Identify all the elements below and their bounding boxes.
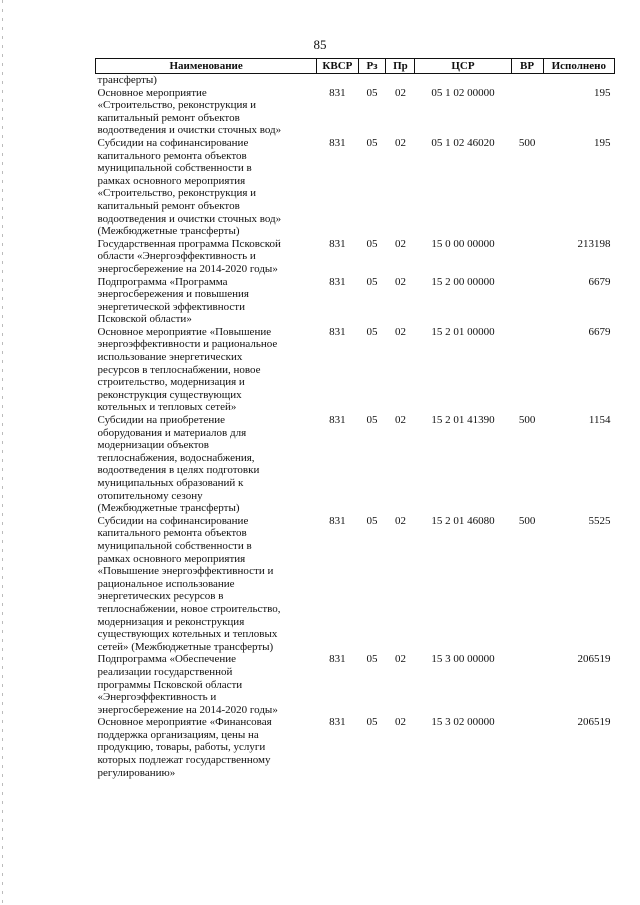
cell-kvsr: 831 bbox=[329, 414, 346, 427]
cell-name bbox=[96, 414, 317, 515]
cell-pr: 02 bbox=[394, 136, 406, 149]
name-line: рациональное использование bbox=[97, 577, 235, 590]
cell-name bbox=[96, 716, 317, 779]
cell-pr: 02 bbox=[394, 275, 406, 288]
name-line: капитального ремонта объектов bbox=[97, 149, 247, 162]
name-line: водоотведения и очистки сточных вод» bbox=[97, 212, 282, 225]
cell-rz: 05 bbox=[366, 237, 378, 250]
table-body bbox=[96, 74, 615, 780]
name-line: Государственная программа Псковской bbox=[97, 237, 281, 250]
cell-name bbox=[96, 276, 317, 326]
cell-done: 195 bbox=[594, 136, 611, 149]
cell-rz bbox=[358, 74, 386, 87]
cell-rz: 05 bbox=[366, 275, 378, 288]
cell-done: 195 bbox=[594, 86, 611, 99]
name-line: водоотведения в целях подготовки bbox=[97, 464, 260, 477]
name-line: области «Энергоэффективность и bbox=[97, 250, 256, 263]
page-number: 85 bbox=[313, 37, 327, 52]
cell-csr: 05 1 02 00000 bbox=[431, 86, 495, 99]
cell-kvsr: 831 bbox=[329, 514, 346, 527]
name-line: энергетической эффективности bbox=[97, 300, 245, 313]
cell-done: 6679 bbox=[588, 275, 611, 288]
cell-vr bbox=[511, 326, 543, 414]
name-line: модернизации объектов bbox=[97, 439, 209, 452]
name-line: которых подлежат государственному bbox=[97, 754, 271, 767]
cell-kvsr: 831 bbox=[329, 653, 346, 666]
name-line: Подпрограмма «Обеспечение bbox=[97, 653, 236, 666]
header-name: Наименование bbox=[96, 59, 317, 74]
cell-pr: 02 bbox=[394, 325, 406, 338]
name-line: модернизация и реконструкция bbox=[97, 615, 245, 628]
name-line: трансферты) bbox=[97, 74, 157, 86]
table-row bbox=[96, 137, 615, 238]
cell-done: 206519 bbox=[577, 653, 611, 666]
name-line: капитальный ремонт объектов bbox=[97, 199, 240, 212]
table-row bbox=[96, 515, 615, 654]
header-done: Исполнено bbox=[543, 59, 614, 74]
name-line: капитальный ремонт объектов bbox=[97, 111, 240, 124]
cell-csr: 15 2 01 41390 bbox=[431, 414, 495, 427]
cell-kvsr: 831 bbox=[329, 716, 346, 729]
name-line: «Строительство, реконструкция и bbox=[97, 99, 257, 112]
name-line: рамках основного мероприятия bbox=[97, 174, 246, 187]
name-line: продукцию, товары, работы, услуги bbox=[97, 741, 266, 754]
name-line: муниципальной собственности в bbox=[97, 539, 252, 552]
cell-done: 1154 bbox=[588, 414, 611, 427]
cell-csr: 15 3 00 00000 bbox=[431, 653, 495, 666]
name-line: сетей» (Межбюджетные трансферты) bbox=[97, 640, 274, 653]
cell-rz: 05 bbox=[366, 653, 378, 666]
cell-kvsr bbox=[317, 74, 358, 87]
cell-pr: 02 bbox=[394, 514, 406, 527]
cell-kvsr: 831 bbox=[329, 136, 346, 149]
table-row bbox=[96, 74, 615, 87]
cell-pr: 02 bbox=[394, 653, 406, 666]
header-pr: Пр bbox=[386, 59, 415, 74]
table-row bbox=[96, 276, 615, 326]
cell-kvsr: 831 bbox=[329, 275, 346, 288]
cell-name bbox=[96, 137, 317, 238]
name-line: энергосбережение на 2014-2020 годы» bbox=[97, 262, 278, 275]
cell-rz: 05 bbox=[366, 716, 378, 729]
name-line: (Межбюджетные трансферты) bbox=[97, 502, 240, 515]
cell-pr: 02 bbox=[394, 716, 406, 729]
scan-edge bbox=[2, 0, 3, 905]
cell-name bbox=[96, 653, 317, 716]
name-line: энергосбережения и повышения bbox=[97, 288, 249, 301]
cell-csr: 15 0 00 00000 bbox=[431, 237, 495, 250]
cell-csr: 15 2 01 46080 bbox=[431, 514, 495, 527]
cell-csr: 15 2 00 00000 bbox=[431, 275, 495, 288]
cell-vr bbox=[511, 276, 543, 326]
table-row bbox=[96, 87, 615, 137]
table-row bbox=[96, 414, 615, 515]
name-line: муниципальной собственности в bbox=[97, 162, 252, 175]
cell-vr bbox=[511, 238, 543, 276]
cell-vr bbox=[511, 87, 543, 137]
cell-done: 213198 bbox=[577, 237, 611, 250]
cell-rz: 05 bbox=[366, 414, 378, 427]
name-line: отопительному сезону bbox=[97, 489, 203, 502]
name-line: Основное мероприятие «Повышение bbox=[97, 325, 272, 338]
name-line: регулированию» bbox=[97, 766, 176, 779]
name-line: использование энергетических bbox=[97, 351, 243, 364]
cell-vr bbox=[511, 74, 543, 87]
name-line: Псковской области» bbox=[97, 313, 192, 326]
name-line: «Строительство, реконструкция и bbox=[97, 187, 257, 200]
name-line: муниципальных образований к bbox=[97, 477, 244, 489]
name-line: оборудования и материалов для bbox=[97, 426, 247, 439]
cell-name bbox=[96, 515, 317, 654]
cell-done bbox=[543, 74, 614, 87]
cell-csr: 05 1 02 46020 bbox=[431, 136, 495, 149]
name-line: Основное мероприятие bbox=[97, 86, 207, 99]
table-row bbox=[96, 238, 615, 276]
name-line: водоотведения и очистки сточных вод» bbox=[97, 124, 282, 137]
header-rz: Рз bbox=[358, 59, 386, 74]
cell-name bbox=[96, 74, 317, 87]
name-line: «Энергоэффективность и bbox=[97, 691, 217, 704]
name-line: поддержка организациям, цены на bbox=[97, 728, 259, 741]
cell-done: 206519 bbox=[577, 716, 611, 729]
table-row bbox=[96, 653, 615, 716]
name-line: Субсидии на софинансирование bbox=[97, 136, 249, 149]
name-line: (Межбюджетные трансферты) bbox=[97, 225, 240, 238]
cell-rz: 05 bbox=[366, 136, 378, 149]
cell-name bbox=[96, 326, 317, 414]
name-line: ресурсов в теплоснабжении, новое bbox=[97, 363, 261, 376]
name-line: энергетических ресурсов в bbox=[97, 590, 224, 603]
name-line: Подпрограмма «Программа bbox=[97, 275, 228, 288]
cell-name bbox=[96, 238, 317, 276]
name-line: программы Псковской области bbox=[97, 678, 243, 691]
cell-rz: 05 bbox=[366, 86, 378, 99]
name-line: рамках основного мероприятия bbox=[97, 552, 246, 565]
budget-table bbox=[95, 58, 615, 779]
cell-done: 6679 bbox=[588, 325, 611, 338]
name-line: энергосбережение на 2014-2020 годы» bbox=[97, 703, 278, 716]
cell-kvsr: 831 bbox=[329, 325, 346, 338]
cell-done: 5525 bbox=[588, 514, 611, 527]
table-row bbox=[96, 716, 615, 779]
cell-pr: 02 bbox=[394, 86, 406, 99]
cell-pr bbox=[386, 74, 415, 87]
cell-pr: 02 bbox=[394, 237, 406, 250]
name-line: «Повышение энергоэффективности и bbox=[97, 565, 274, 578]
name-line: Субсидии на софинансирование bbox=[97, 514, 249, 527]
name-line: энергоэффективности и рациональное bbox=[97, 338, 278, 351]
cell-kvsr: 831 bbox=[329, 86, 346, 99]
name-line: капитального ремонта объектов bbox=[97, 527, 247, 540]
cell-rz: 05 bbox=[366, 325, 378, 338]
cell-rz: 05 bbox=[366, 514, 378, 527]
cell-vr: 500 bbox=[518, 514, 536, 527]
cell-vr: 500 bbox=[518, 414, 536, 427]
name-line: теплоснабжения, водоснабжения, bbox=[97, 451, 255, 464]
table-row bbox=[96, 326, 615, 414]
name-line: строительство, модернизация и bbox=[97, 376, 245, 389]
table-header-row bbox=[96, 59, 615, 74]
cell-vr bbox=[511, 716, 543, 779]
name-line: Субсидии на приобретение bbox=[97, 414, 226, 427]
name-line: Основное мероприятие «Финансовая bbox=[97, 716, 272, 729]
name-line: существующих котельных и тепловых bbox=[97, 628, 278, 641]
name-line: реализации государственной bbox=[97, 665, 233, 678]
cell-name bbox=[96, 87, 317, 137]
cell-vr bbox=[511, 653, 543, 716]
header-csr: ЦСР bbox=[415, 59, 511, 74]
cell-csr: 15 2 01 00000 bbox=[431, 325, 495, 338]
cell-vr: 500 bbox=[518, 136, 536, 149]
cell-csr bbox=[415, 74, 511, 87]
name-line: реконструкция существующих bbox=[97, 388, 242, 401]
cell-csr: 15 3 02 00000 bbox=[431, 716, 495, 729]
name-line: котельных и тепловых сетей» bbox=[97, 401, 237, 414]
header-kvsr: КВСР bbox=[317, 59, 358, 74]
name-line: теплоснабжении, новое строительство, bbox=[97, 602, 281, 615]
cell-pr: 02 bbox=[394, 414, 406, 427]
cell-kvsr: 831 bbox=[329, 237, 346, 250]
header-vr: ВР bbox=[511, 59, 543, 74]
